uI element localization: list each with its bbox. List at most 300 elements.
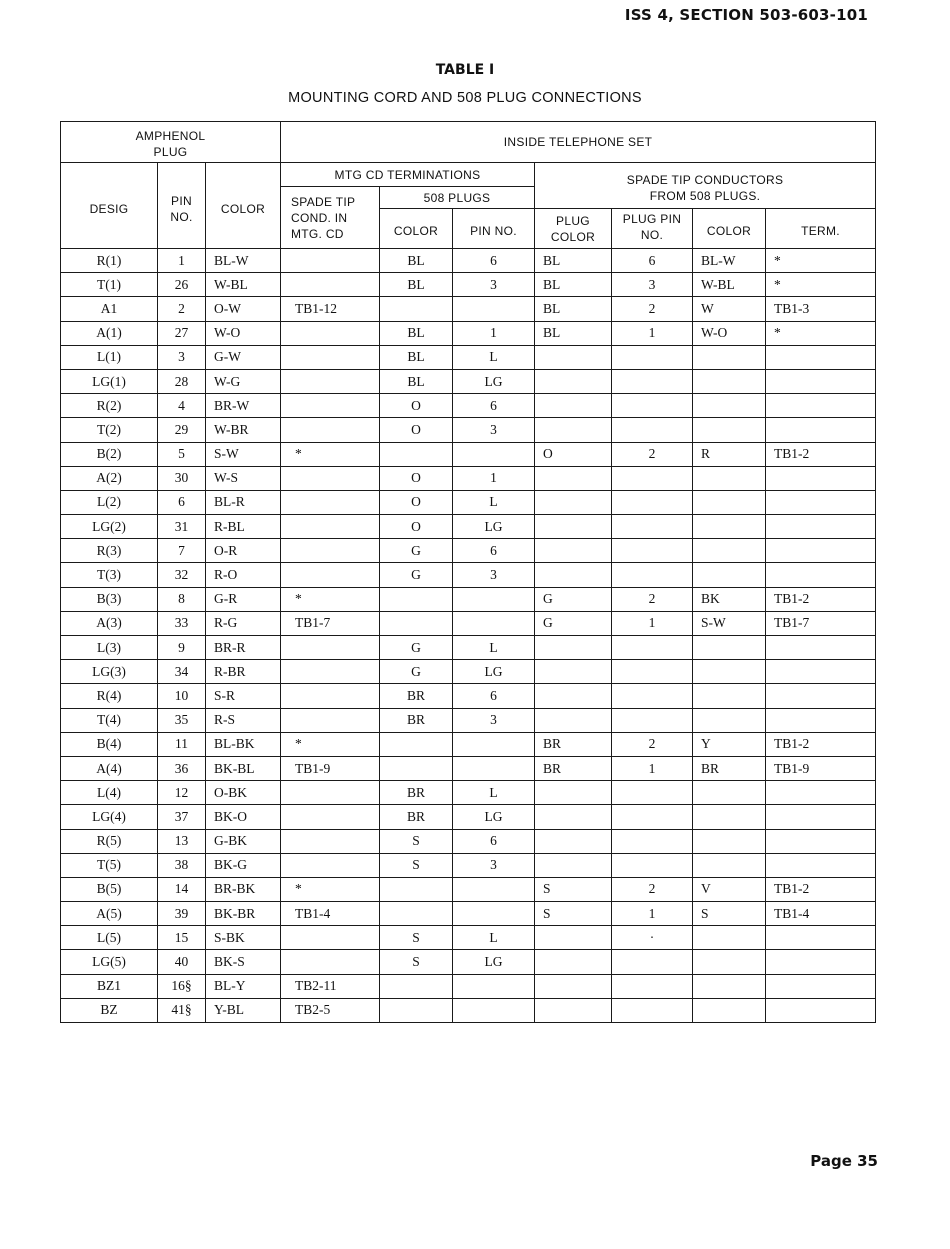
cell-color: G-BK [206, 829, 281, 853]
cell-pin-no: 8 [158, 587, 206, 611]
cell-508-color [380, 877, 453, 901]
cell-pin-no: 26 [158, 273, 206, 297]
cell-color: W-BR [206, 418, 281, 442]
table-row [61, 539, 876, 563]
header-508-plugs: 508 PLUGS [380, 187, 535, 209]
cell-conductor-color: BL-W [693, 249, 766, 273]
cell-spade-tip-cond: * [281, 587, 380, 611]
cell-conductor-color [693, 539, 766, 563]
cell-plug-color [535, 539, 612, 563]
table-row [61, 732, 876, 756]
cell-pin-no: 5 [158, 442, 206, 466]
cell-508-color: S [380, 950, 453, 974]
cell-term: * [766, 321, 876, 345]
header-desig: DESIG [61, 163, 158, 249]
cell-color: BL-BK [206, 732, 281, 756]
header-conductor-color: COLOR [693, 209, 766, 249]
cell-desig: R(1) [61, 249, 158, 273]
cell-color: BK-BR [206, 902, 281, 926]
cell-color: Y-BL [206, 998, 281, 1022]
cell-term [766, 515, 876, 539]
cell-spade-tip-cond: TB1-9 [281, 756, 380, 780]
cell-color: S-W [206, 442, 281, 466]
cell-pin-no: 32 [158, 563, 206, 587]
document-reference: ISS 4, SECTION 503-603-101 [624, 6, 868, 24]
cell-pin-no: 27 [158, 321, 206, 345]
cell-desig: A(1) [61, 321, 158, 345]
cell-pin-no: 7 [158, 539, 206, 563]
cell-plug-color: G [535, 611, 612, 635]
cell-term [766, 369, 876, 393]
cell-508-color [380, 587, 453, 611]
cell-desig: LG(2) [61, 515, 158, 539]
cell-spade-tip-cond [281, 636, 380, 660]
cell-plug-pin-no: 2 [612, 732, 693, 756]
cell-plug-pin-no [612, 805, 693, 829]
cell-plug-color: BL [535, 273, 612, 297]
cell-desig: B(5) [61, 877, 158, 901]
cell-conductor-color: S-W [693, 611, 766, 635]
table-row [61, 829, 876, 853]
cell-desig: A(5) [61, 902, 158, 926]
cell-conductor-color: Y [693, 732, 766, 756]
header-spade-tip-cond: SPADE TIP COND. IN MTG. CD [281, 187, 380, 249]
cell-508-color: BR [380, 781, 453, 805]
cell-conductor-color [693, 515, 766, 539]
cell-term: TB1-2 [766, 442, 876, 466]
cell-plug-color [535, 636, 612, 660]
cell-term [766, 394, 876, 418]
table-row [61, 926, 876, 950]
cell-term [766, 684, 876, 708]
cell-plug-color [535, 660, 612, 684]
cell-plug-color: BL [535, 249, 612, 273]
cell-plug-pin-no [612, 708, 693, 732]
cell-pin-no: 16§ [158, 974, 206, 998]
cell-508-pin-no [453, 998, 535, 1022]
cell-conductor-color [693, 829, 766, 853]
cell-desig: A(2) [61, 466, 158, 490]
cell-pin-no: 12 [158, 781, 206, 805]
cell-spade-tip-cond [281, 249, 380, 273]
cell-plug-pin-no [612, 369, 693, 393]
cell-508-color: BR [380, 708, 453, 732]
cell-pin-no: 36 [158, 756, 206, 780]
table-row [61, 877, 876, 901]
cell-term: TB1-7 [766, 611, 876, 635]
cell-508-pin-no [453, 442, 535, 466]
cell-508-color: BL [380, 369, 453, 393]
cell-508-color: BR [380, 805, 453, 829]
cell-508-color: S [380, 853, 453, 877]
cell-plug-pin-no [612, 418, 693, 442]
cell-plug-color [535, 926, 612, 950]
cell-508-color: S [380, 829, 453, 853]
header-plug-color: PLUG COLOR [535, 209, 612, 249]
cell-508-pin-no: 3 [453, 563, 535, 587]
cell-plug-pin-no: 2 [612, 877, 693, 901]
cell-plug-pin-no: 3 [612, 273, 693, 297]
page-number: Page 35 [810, 1152, 878, 1170]
cell-plug-pin-no [612, 563, 693, 587]
cell-color: R-G [206, 611, 281, 635]
cell-plug-pin-no [612, 998, 693, 1022]
cell-508-pin-no: L [453, 781, 535, 805]
cell-conductor-color [693, 466, 766, 490]
cell-spade-tip-cond [281, 660, 380, 684]
cell-508-color: BL [380, 345, 453, 369]
header-plug-pin-no: PLUG PIN NO. [612, 209, 693, 249]
cell-508-color [380, 297, 453, 321]
cell-508-color [380, 998, 453, 1022]
cell-508-pin-no [453, 974, 535, 998]
cell-spade-tip-cond [281, 273, 380, 297]
cell-conductor-color: BK [693, 587, 766, 611]
cell-plug-pin-no: 2 [612, 297, 693, 321]
cell-spade-tip-cond [281, 490, 380, 514]
cell-color: W-G [206, 369, 281, 393]
cell-term [766, 539, 876, 563]
cell-508-color: BL [380, 249, 453, 273]
cell-color: BK-G [206, 853, 281, 877]
cell-508-pin-no: LG [453, 950, 535, 974]
cell-plug-color [535, 805, 612, 829]
cell-508-pin-no: 3 [453, 418, 535, 442]
cell-plug-pin-no: 1 [612, 756, 693, 780]
cell-spade-tip-cond [281, 563, 380, 587]
cell-pin-no: 29 [158, 418, 206, 442]
cell-spade-tip-cond: TB1-4 [281, 902, 380, 926]
cell-term [766, 853, 876, 877]
cell-508-pin-no: L [453, 636, 535, 660]
cell-color: S-R [206, 684, 281, 708]
cell-plug-color: BR [535, 756, 612, 780]
cell-508-color [380, 974, 453, 998]
cell-508-color: O [380, 490, 453, 514]
cell-508-pin-no: L [453, 490, 535, 514]
cell-pin-no: 39 [158, 902, 206, 926]
cell-pin-no: 35 [158, 708, 206, 732]
cell-color: BK-O [206, 805, 281, 829]
cell-desig: LG(5) [61, 950, 158, 974]
table-row [61, 249, 876, 273]
table-row [61, 781, 876, 805]
cell-color: G-W [206, 345, 281, 369]
cell-508-pin-no [453, 756, 535, 780]
table-row [61, 515, 876, 539]
cell-term [766, 950, 876, 974]
cell-color: BL-W [206, 249, 281, 273]
cell-spade-tip-cond [281, 950, 380, 974]
cell-conductor-color [693, 563, 766, 587]
cell-conductor-color: V [693, 877, 766, 901]
cell-spade-tip-cond [281, 515, 380, 539]
cell-pin-no: 3 [158, 345, 206, 369]
cell-plug-color [535, 950, 612, 974]
cell-term [766, 805, 876, 829]
cell-term [766, 781, 876, 805]
cell-pin-no: 34 [158, 660, 206, 684]
cell-desig: B(4) [61, 732, 158, 756]
cell-conductor-color: R [693, 442, 766, 466]
cell-desig: R(4) [61, 684, 158, 708]
cell-spade-tip-cond [281, 418, 380, 442]
cell-desig: L(2) [61, 490, 158, 514]
cell-plug-pin-no [612, 684, 693, 708]
table-row [61, 587, 876, 611]
cell-508-pin-no [453, 732, 535, 756]
cell-conductor-color [693, 660, 766, 684]
cell-conductor-color [693, 781, 766, 805]
cell-508-pin-no [453, 902, 535, 926]
cell-term [766, 345, 876, 369]
cell-pin-no: 2 [158, 297, 206, 321]
cell-508-pin-no: 1 [453, 466, 535, 490]
header-mtg-cd-terminations: MTG CD TERMINATIONS [281, 163, 535, 187]
cell-508-pin-no: L [453, 926, 535, 950]
cell-term [766, 998, 876, 1022]
cell-pin-no: 41§ [158, 998, 206, 1022]
cell-508-pin-no: L [453, 345, 535, 369]
cell-desig: B(2) [61, 442, 158, 466]
cell-plug-color [535, 974, 612, 998]
header-508-color: COLOR [380, 209, 453, 249]
connections-table [60, 121, 876, 1023]
cell-508-pin-no [453, 297, 535, 321]
cell-plug-color [535, 708, 612, 732]
cell-508-pin-no: LG [453, 369, 535, 393]
cell-term [766, 660, 876, 684]
cell-508-color: BR [380, 684, 453, 708]
cell-desig: L(3) [61, 636, 158, 660]
cell-conductor-color [693, 418, 766, 442]
cell-plug-color [535, 515, 612, 539]
cell-desig: A(3) [61, 611, 158, 635]
cell-plug-pin-no [612, 660, 693, 684]
cell-conductor-color [693, 394, 766, 418]
cell-spade-tip-cond [281, 466, 380, 490]
cell-color: W-BL [206, 273, 281, 297]
cell-desig: BZ1 [61, 974, 158, 998]
cell-conductor-color [693, 853, 766, 877]
cell-plug-pin-no [612, 394, 693, 418]
cell-spade-tip-cond [281, 345, 380, 369]
cell-508-color: S [380, 926, 453, 950]
cell-conductor-color [693, 998, 766, 1022]
cell-spade-tip-cond: * [281, 732, 380, 756]
cell-plug-pin-no: 6 [612, 249, 693, 273]
table-row [61, 756, 876, 780]
cell-plug-pin-no [612, 539, 693, 563]
cell-508-pin-no: 1 [453, 321, 535, 345]
cell-color: R-S [206, 708, 281, 732]
cell-plug-pin-no [612, 829, 693, 853]
cell-color: R-BL [206, 515, 281, 539]
cell-desig: L(5) [61, 926, 158, 950]
cell-plug-pin-no [612, 490, 693, 514]
cell-508-pin-no [453, 877, 535, 901]
cell-plug-color: O [535, 442, 612, 466]
cell-color: BR-BK [206, 877, 281, 901]
cell-pin-no: 40 [158, 950, 206, 974]
cell-color: BK-S [206, 950, 281, 974]
cell-color: R-BR [206, 660, 281, 684]
cell-conductor-color [693, 974, 766, 998]
cell-spade-tip-cond: * [281, 877, 380, 901]
cell-desig: R(5) [61, 829, 158, 853]
cell-plug-pin-no: · [612, 926, 693, 950]
cell-508-color: O [380, 394, 453, 418]
table-row [61, 902, 876, 926]
table-row [61, 297, 876, 321]
cell-desig: BZ [61, 998, 158, 1022]
cell-conductor-color [693, 369, 766, 393]
cell-desig: LG(4) [61, 805, 158, 829]
cell-508-color [380, 756, 453, 780]
table-row [61, 466, 876, 490]
cell-pin-no: 14 [158, 877, 206, 901]
cell-plug-color [535, 345, 612, 369]
cell-plug-color [535, 394, 612, 418]
cell-conductor-color [693, 490, 766, 514]
cell-508-color: O [380, 515, 453, 539]
cell-508-pin-no [453, 611, 535, 635]
cell-desig: T(4) [61, 708, 158, 732]
cell-pin-no: 6 [158, 490, 206, 514]
cell-conductor-color [693, 636, 766, 660]
table-row [61, 950, 876, 974]
table-row [61, 805, 876, 829]
cell-pin-no: 4 [158, 394, 206, 418]
cell-plug-color: BL [535, 321, 612, 345]
cell-conductor-color: S [693, 902, 766, 926]
cell-pin-no: 38 [158, 853, 206, 877]
cell-508-color: BL [380, 321, 453, 345]
cell-plug-color [535, 998, 612, 1022]
cell-conductor-color: W [693, 297, 766, 321]
cell-508-pin-no: 3 [453, 708, 535, 732]
cell-conductor-color [693, 708, 766, 732]
cell-desig: T(3) [61, 563, 158, 587]
cell-term: * [766, 273, 876, 297]
cell-pin-no: 37 [158, 805, 206, 829]
cell-term: TB1-9 [766, 756, 876, 780]
cell-508-color: BL [380, 273, 453, 297]
cell-desig: LG(3) [61, 660, 158, 684]
cell-508-pin-no: LG [453, 515, 535, 539]
table-row [61, 611, 876, 635]
header-pin-no: PIN NO. [158, 163, 206, 249]
cell-conductor-color [693, 805, 766, 829]
cell-pin-no: 11 [158, 732, 206, 756]
table-row [61, 490, 876, 514]
cell-508-color: G [380, 539, 453, 563]
cell-pin-no: 1 [158, 249, 206, 273]
cell-spade-tip-cond: TB1-7 [281, 611, 380, 635]
table-row [61, 369, 876, 393]
cell-plug-color: G [535, 587, 612, 611]
table-row [61, 708, 876, 732]
table-row [61, 684, 876, 708]
cell-term [766, 418, 876, 442]
cell-508-color [380, 732, 453, 756]
cell-desig: A1 [61, 297, 158, 321]
cell-color: O-BK [206, 781, 281, 805]
cell-term [766, 926, 876, 950]
cell-term [766, 636, 876, 660]
table-row [61, 273, 876, 297]
table-row [61, 345, 876, 369]
cell-pin-no: 9 [158, 636, 206, 660]
cell-term [766, 466, 876, 490]
cell-508-color: G [380, 563, 453, 587]
cell-plug-color [535, 466, 612, 490]
cell-spade-tip-cond [281, 805, 380, 829]
cell-color: BR-R [206, 636, 281, 660]
table-row [61, 998, 876, 1022]
cell-plug-color: S [535, 902, 612, 926]
cell-conductor-color [693, 684, 766, 708]
table-row [61, 853, 876, 877]
cell-508-pin-no: 6 [453, 829, 535, 853]
cell-plug-pin-no [612, 515, 693, 539]
cell-plug-pin-no [612, 345, 693, 369]
cell-508-pin-no: 3 [453, 273, 535, 297]
cell-plug-color [535, 829, 612, 853]
cell-508-color [380, 611, 453, 635]
cell-spade-tip-cond [281, 708, 380, 732]
cell-plug-pin-no [612, 974, 693, 998]
header-amphenol-plug: AMPHENOL PLUG [61, 122, 281, 163]
cell-plug-pin-no: 1 [612, 611, 693, 635]
table-row [61, 636, 876, 660]
cell-508-pin-no [453, 587, 535, 611]
header-508-pin-no: PIN NO. [453, 209, 535, 249]
cell-spade-tip-cond [281, 781, 380, 805]
cell-pin-no: 10 [158, 684, 206, 708]
cell-plug-pin-no: 2 [612, 587, 693, 611]
cell-plug-color: BR [535, 732, 612, 756]
cell-conductor-color: W-BL [693, 273, 766, 297]
cell-term: TB1-2 [766, 877, 876, 901]
cell-term: TB1-2 [766, 732, 876, 756]
cell-spade-tip-cond [281, 539, 380, 563]
cell-508-color: O [380, 466, 453, 490]
cell-term: TB1-4 [766, 902, 876, 926]
cell-508-color [380, 902, 453, 926]
cell-desig: L(1) [61, 345, 158, 369]
cell-conductor-color [693, 345, 766, 369]
cell-plug-color: S [535, 877, 612, 901]
cell-spade-tip-cond: TB2-5 [281, 998, 380, 1022]
table-subtitle: MOUNTING CORD AND 508 PLUG CONNECTIONS [288, 90, 642, 106]
cell-508-color: G [380, 636, 453, 660]
cell-508-pin-no: 3 [453, 853, 535, 877]
cell-508-pin-no: 6 [453, 684, 535, 708]
cell-plug-pin-no [612, 636, 693, 660]
table-row [61, 442, 876, 466]
cell-term [766, 974, 876, 998]
cell-spade-tip-cond [281, 926, 380, 950]
header-term: TERM. [766, 209, 876, 249]
cell-spade-tip-cond [281, 394, 380, 418]
cell-plug-color: BL [535, 297, 612, 321]
cell-plug-pin-no: 2 [612, 442, 693, 466]
cell-color: BR-W [206, 394, 281, 418]
table-row [61, 418, 876, 442]
cell-spade-tip-cond: * [281, 442, 380, 466]
cell-color: O-R [206, 539, 281, 563]
